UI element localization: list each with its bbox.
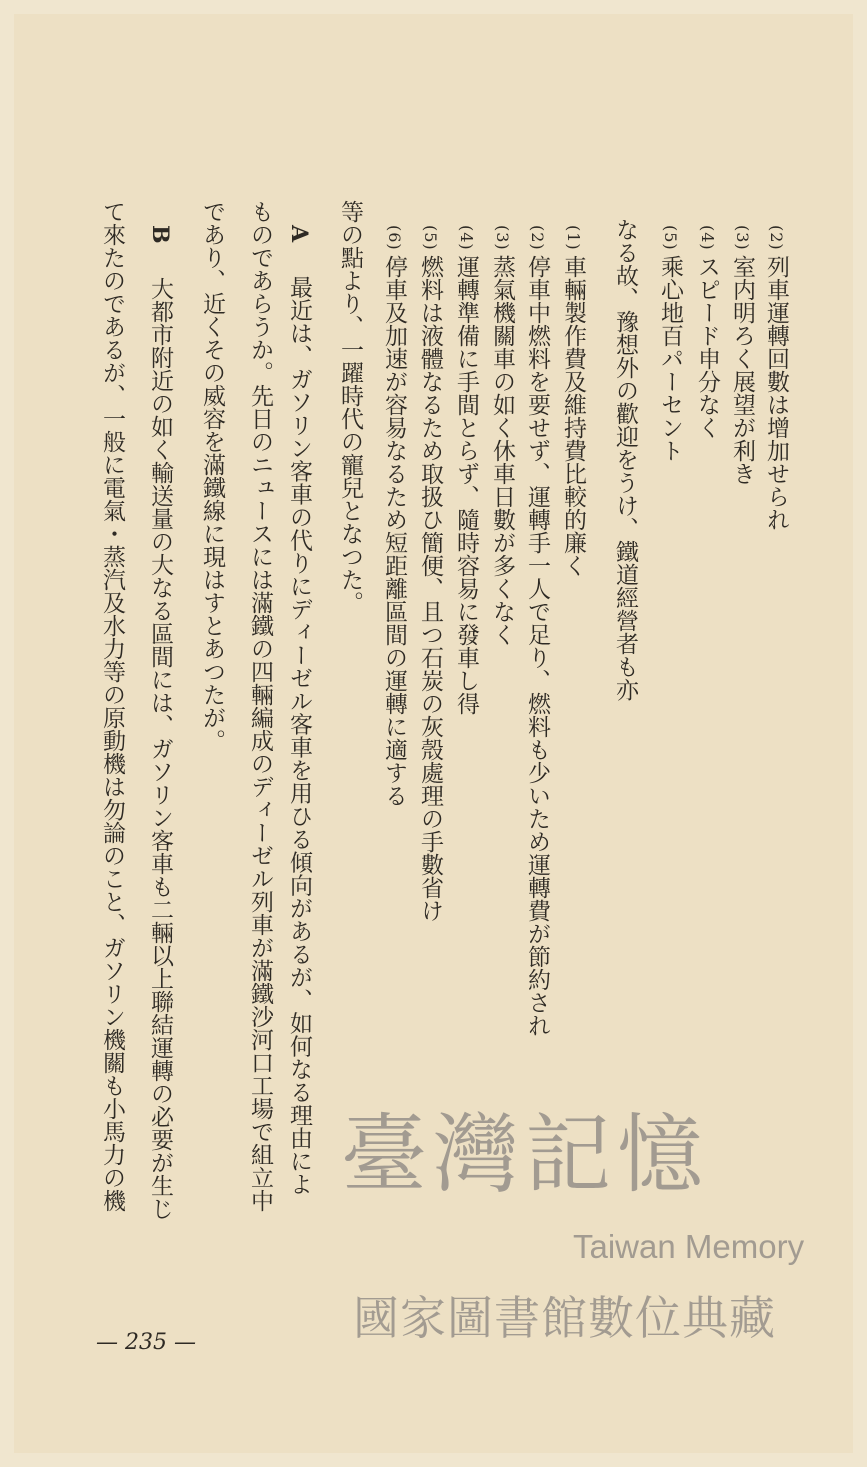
item-number: (3)	[493, 225, 512, 251]
column-text: であり、近くその威容を滿鐵線に現はすとあつたが。	[199, 200, 225, 752]
column-text: 等の點より、一躍時代の寵兒となつた。	[337, 200, 363, 614]
item-number: (3)	[733, 225, 752, 251]
watermark	[335, 1085, 815, 1345]
column-text: 室内明ろく展望が利き	[729, 254, 755, 485]
watermark-english: Taiwan Memory	[573, 1228, 805, 1265]
column-text: て來たのであるが、一般に電氣・蒸汽及水力等の原動機は勿論のこと、ガソリン機關も小馬力の機	[99, 200, 125, 1212]
column-text: 列車運轉回數は增加せられ	[763, 254, 789, 531]
column-text: 最近は、ガソリン客車の代りにディーゼル客車を用ひる傾向があるが、如何なる理由によ	[286, 252, 312, 1196]
item-number: (4)	[457, 225, 476, 251]
column-text: なる故、豫想外の歡迎をうけ、鐵道經營者も亦	[612, 218, 638, 701]
text-column-8	[490, 225, 513, 646]
text-column-15	[200, 200, 223, 752]
column-text: 乘心地百パーセント	[657, 254, 683, 462]
speaker-label: B	[147, 225, 173, 244]
watermark-logo-text: 臺灣記憶	[341, 1105, 709, 1205]
item-number: (5)	[661, 225, 680, 251]
text-column-6	[561, 225, 584, 577]
column-text: 燃料は液體なるため取扱ひ簡便、且つ石炭の灰殼處理の手數省け	[417, 254, 443, 922]
text-column-11	[382, 225, 405, 807]
text-column-3	[695, 225, 718, 439]
text-column-10	[418, 225, 441, 922]
text-column-16	[148, 225, 171, 1220]
text-column-2	[730, 225, 753, 485]
text-column-4	[658, 225, 681, 462]
column-text: 停車中燃料を要せず、運轉手一人で足り、燃料も少いため運轉費が節約され	[524, 254, 550, 1037]
watermark-subtitle: 國家圖書館數位典藏	[353, 1292, 776, 1344]
item-number: (6)	[385, 225, 404, 251]
column-text: 車輛製作費及維持費比較的廉く	[560, 254, 586, 577]
text-column-7	[525, 225, 548, 1037]
column-text: 停車及加速が容易なるため短距離區間の運轉に適する	[381, 254, 407, 807]
column-text: 運轉準備に手間とらず、隨時容易に發車し得	[453, 254, 479, 715]
text-column-13	[287, 225, 310, 1195]
column-text: スピード申分なく	[694, 254, 720, 439]
speaker-label: A	[286, 225, 312, 243]
page-number: — 235 —	[96, 1330, 196, 1355]
item-number: (2)	[528, 225, 547, 251]
text-column-1	[764, 225, 787, 531]
column-text: 大都市附近の如く輸送量の大なる區間には、ガソリン客車も二輛以上聯結運轉の必要が生じ	[147, 253, 173, 1220]
item-number: (4)	[698, 225, 717, 251]
text-column-14	[248, 200, 271, 1212]
item-number: (5)	[421, 225, 440, 251]
text-column-9	[454, 225, 477, 715]
column-text: ものであらうか。先日のニュースには滿鐵の四輛編成のディーゼル列車が滿鐵沙河口工場で組立中	[247, 200, 273, 1212]
text-column-5	[613, 218, 636, 701]
item-number: (1)	[564, 225, 583, 251]
column-text: 蒸氣機關車の如く休車日數が多くなく	[489, 254, 515, 646]
item-number: (2)	[767, 225, 786, 251]
text-column-12	[338, 200, 361, 614]
text-column-17	[100, 200, 123, 1212]
